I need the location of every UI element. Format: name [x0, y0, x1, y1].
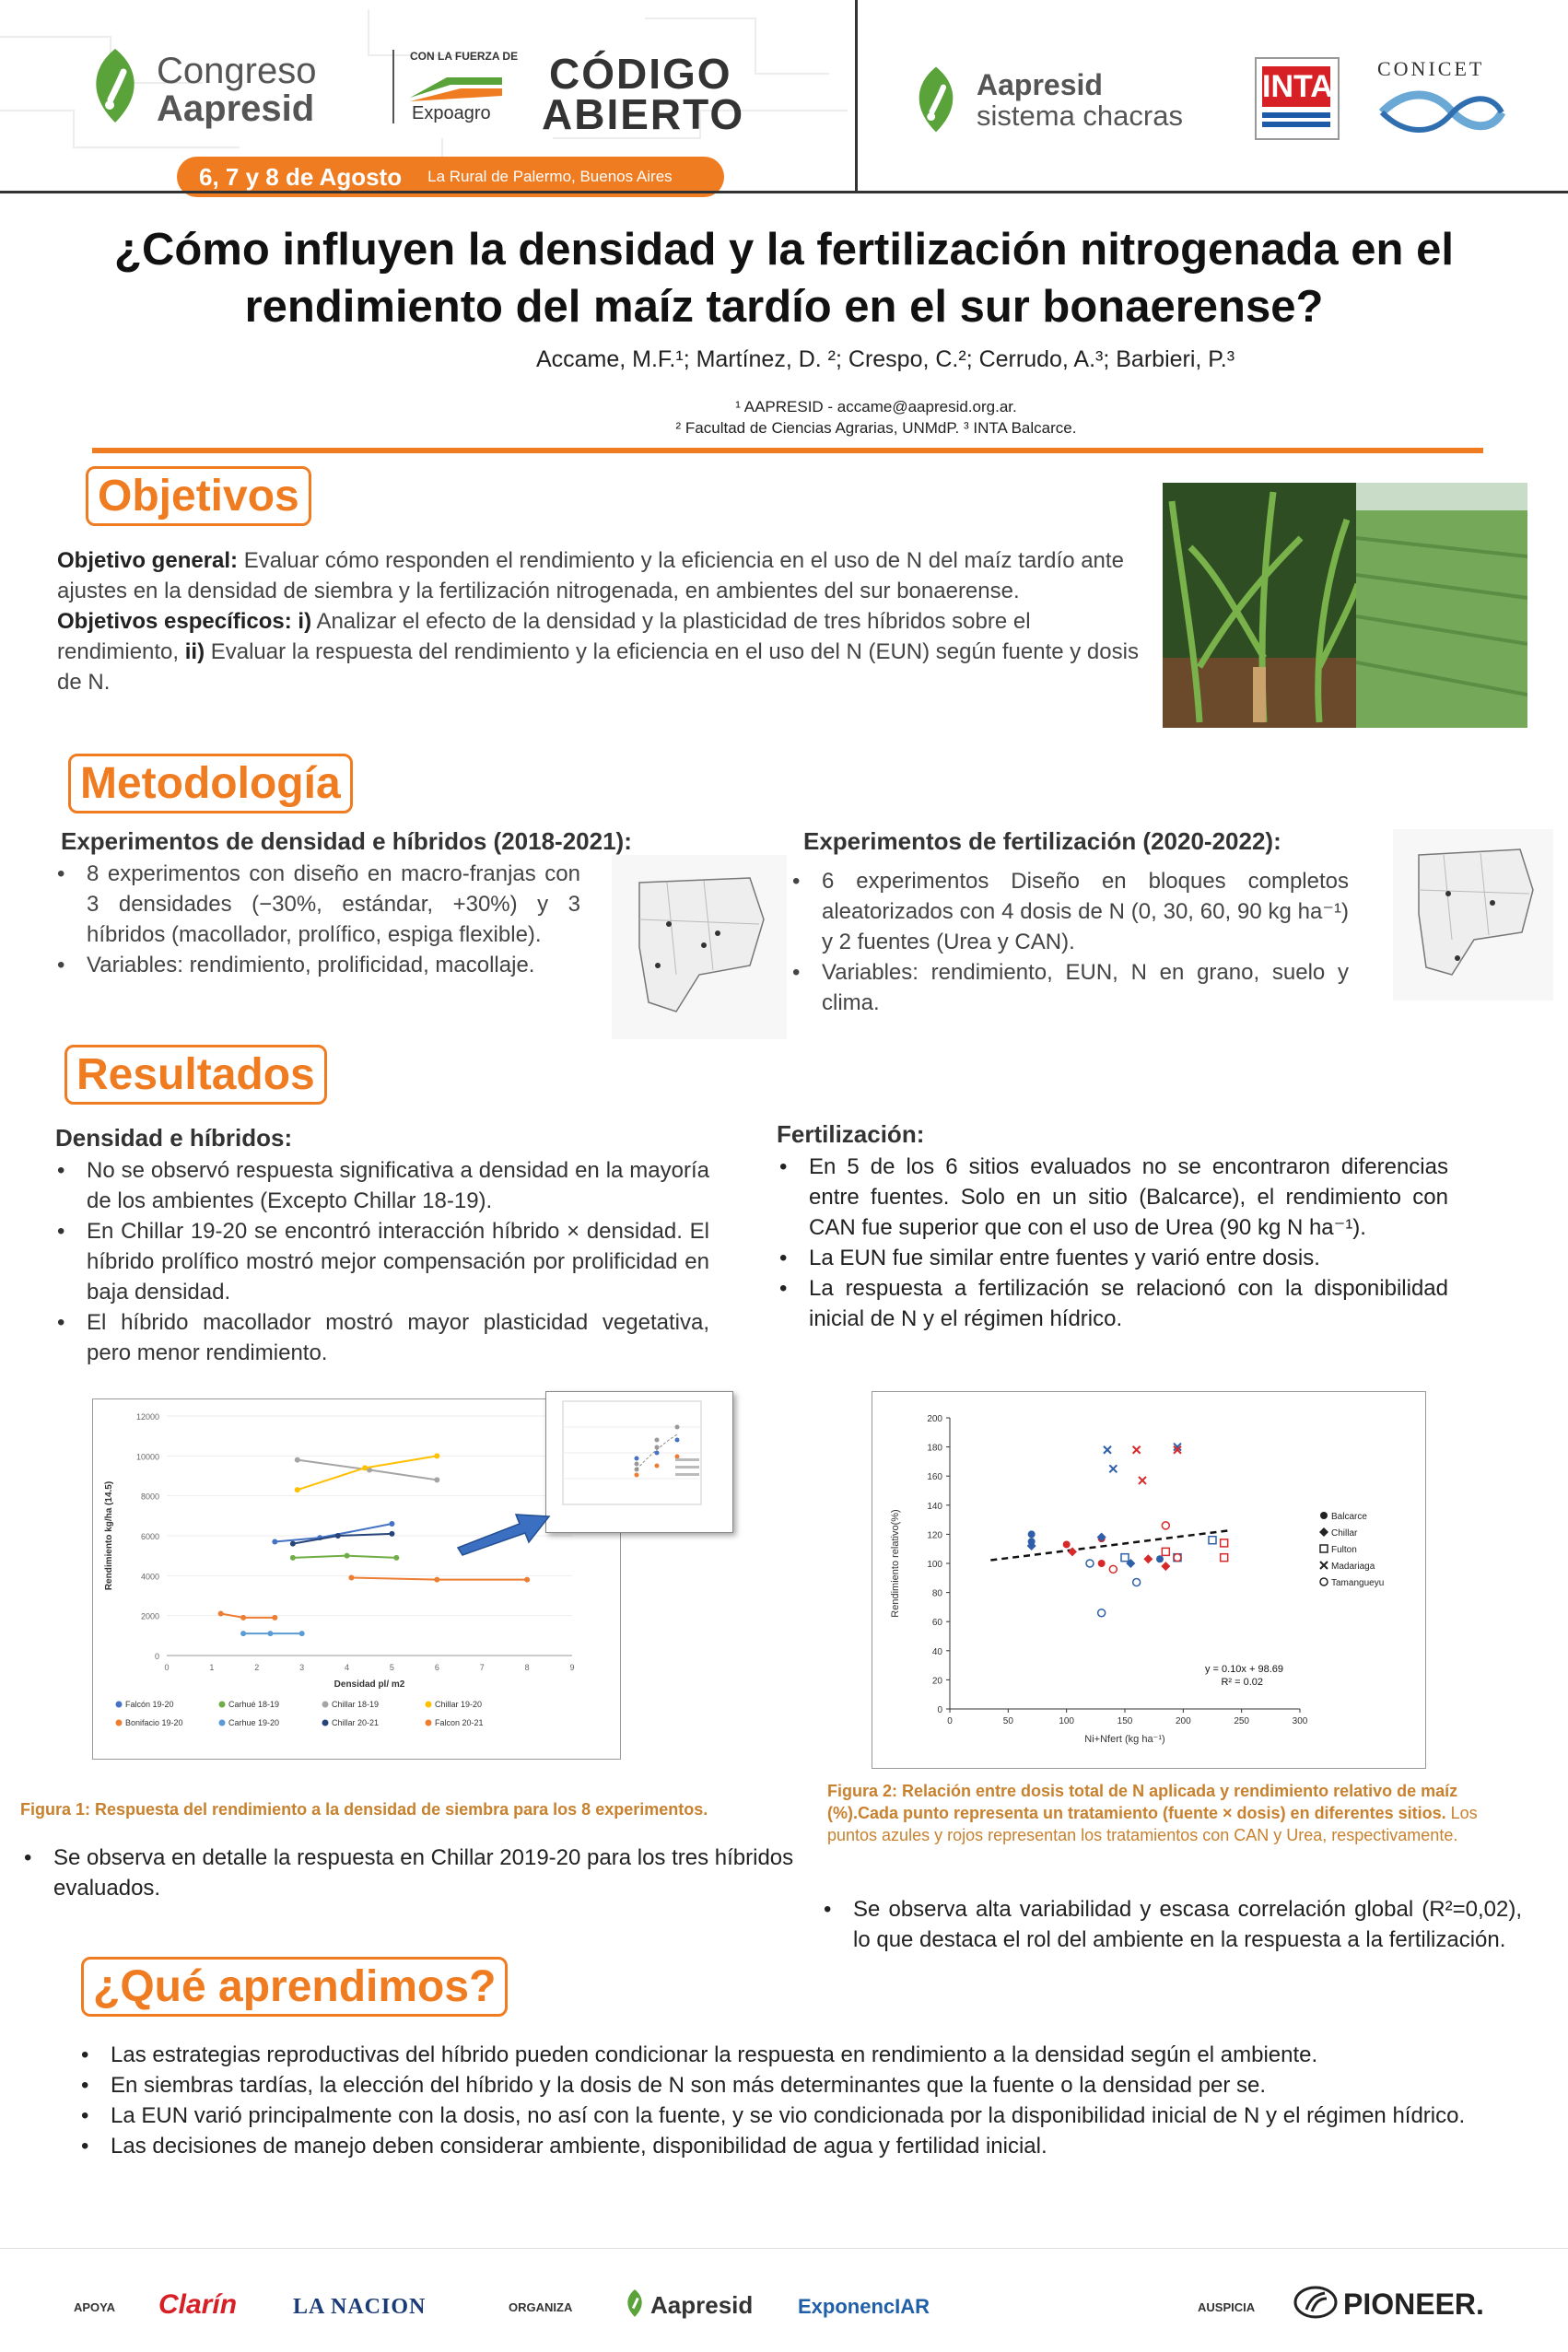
objetivo-ii-label: ii)	[179, 639, 205, 664]
scatter-point	[1174, 1554, 1181, 1562]
conicet-wave-icon	[1377, 85, 1506, 136]
scatter-point	[1320, 1512, 1328, 1519]
objetivo-i-label: i)	[291, 609, 312, 634]
aprendimos-item: • Las decisiones de manejo deben considerar ambiente, disponibilidad de agua y fertilidad inicial.	[77, 2131, 1496, 2161]
aapresid-chacras-leaf-icon	[907, 63, 965, 136]
scatter-point	[1109, 1465, 1117, 1472]
header-divider	[855, 0, 858, 193]
data-point	[362, 1465, 368, 1470]
legend-label: Bonifacio 19-20	[125, 1718, 183, 1727]
y-tick-label: 4000	[140, 1572, 159, 1582]
scatter-point	[1133, 1446, 1141, 1454]
fert-experiments-item: • Variables: rendimiento, EUN, N en grano, suelo y clima.	[789, 957, 1349, 1018]
title-line2: rendimiento del maíz tardío en el sur bonaerense?	[244, 282, 1324, 332]
scatter-point	[1162, 1522, 1169, 1529]
map-fert-sites	[1393, 829, 1553, 1000]
congress-line1: Congreso	[157, 51, 317, 91]
x-tick-label: 1	[209, 1663, 215, 1672]
objetivos-heading: Objetivos	[86, 466, 311, 526]
y-tick-label: 200	[927, 1414, 942, 1424]
y-tick-label: 10000	[135, 1452, 159, 1462]
scatter-point	[1063, 1540, 1071, 1548]
results-density-item: • El híbrido macollador mostró mayor plasticidad vegetativa, pero menor rendimiento.	[53, 1307, 709, 1368]
fert-experiments-title: Experimentos de fertilización (2020-2022):	[803, 827, 1281, 855]
aapresid-chacras-line2: sistema chacras	[977, 99, 1183, 132]
footer-aapresid-logo: Aapresid	[650, 2291, 754, 2319]
x-tick-label: 100	[1059, 1716, 1075, 1726]
data-point	[272, 1615, 277, 1621]
figure-1-chart	[93, 1399, 620, 1759]
y-tick-label: 12000	[135, 1412, 159, 1422]
scatter-point	[1104, 1446, 1111, 1454]
data-point	[434, 1453, 439, 1458]
data-point	[272, 1539, 277, 1545]
metodologia-heading: Metodología	[68, 754, 353, 813]
map-density-sites	[612, 855, 787, 1039]
pioneer-emblem-icon	[1293, 2286, 1338, 2319]
scatter-point	[1221, 1539, 1228, 1547]
scatter-point	[1139, 1477, 1146, 1484]
figure-1-note	[20, 1843, 800, 1903]
title-rule	[92, 448, 1483, 453]
data-point	[345, 1553, 350, 1559]
y-tick-label: 20	[931, 1676, 942, 1687]
footer	[0, 2248, 1568, 2352]
event-date: 6, 7 y 8 de Agosto	[199, 162, 403, 191]
scatter-point	[1068, 1547, 1077, 1556]
figure-1-note-item: • Se observa en detalle la respuesta en Chillar 2019-20 para los tres híbridos evaluados.	[20, 1843, 800, 1903]
pioneer-logo: PIONEER.	[1343, 2288, 1484, 2321]
scatter-point	[1320, 1562, 1328, 1569]
data-point	[335, 1533, 341, 1539]
y-tick-label: 180	[927, 1443, 942, 1454]
results-density-item: • En Chillar 19-20 se encontró interacción híbrido × densidad. El híbrido prolífico mostró mejor compensación por prolificidad en baja densidad.	[53, 1216, 709, 1307]
results-density-list	[53, 1155, 709, 1368]
y-tick-label: 160	[927, 1472, 942, 1483]
legend-marker	[116, 1720, 123, 1726]
objetivo-i-text: Analizar el efecto de la densidad y la plasticidad de tres híbridos sobre el rendimiento,	[57, 609, 1031, 664]
auspicia-label: AUSPICIA	[1198, 2300, 1256, 2314]
legend-label: Fulton	[1331, 1545, 1357, 1555]
figure-2-caption-normal: Los puntos azules y rojos representan los tratamientos con CAN y Urea, respectivamente.	[827, 1804, 1478, 1844]
results-fert-list	[776, 1152, 1448, 1334]
aprendimos-heading: ¿Qué aprendimos?	[81, 1957, 508, 2017]
data-point	[524, 1577, 530, 1583]
data-point	[434, 1477, 439, 1482]
scatter-point	[1109, 1565, 1117, 1573]
data-point	[240, 1615, 246, 1621]
event-venue: La Rural de Palermo, Buenos Aires	[427, 168, 673, 185]
y-tick-label: 140	[927, 1501, 942, 1512]
figure-2-note	[820, 1894, 1522, 1955]
x-tick-label: 5	[389, 1663, 394, 1672]
data-point	[295, 1487, 300, 1492]
aapresid-chacras-line1: Aapresid	[977, 68, 1103, 101]
scatter-point	[1319, 1527, 1328, 1537]
affiliation-2: ² Facultad de Ciencias Agrarias, UNMdP. ³ INTA Balcarce.	[675, 419, 1077, 437]
legend-marker	[116, 1702, 123, 1708]
legend-marker	[219, 1702, 226, 1708]
figure-2	[872, 1391, 1426, 1769]
data-point	[290, 1541, 296, 1547]
figure-1-inset	[545, 1391, 733, 1533]
field-photo	[1356, 483, 1527, 728]
legend-label: Falcón 19-20	[125, 1700, 174, 1709]
clarin-logo: Clarín	[158, 2289, 238, 2320]
data-point	[299, 1631, 305, 1636]
x-tick-label: 250	[1234, 1716, 1250, 1726]
x-tick-label: 3	[299, 1663, 305, 1672]
apoya-label: APOYA	[74, 2300, 116, 2314]
legend-label: Chillar 19-20	[435, 1700, 483, 1709]
x-tick-label: 0	[947, 1716, 953, 1726]
scatter-point	[1121, 1554, 1129, 1562]
figure-2-caption	[827, 1780, 1524, 1846]
data-point	[290, 1555, 296, 1561]
x-tick-label: 4	[345, 1663, 350, 1672]
legend-label: Tamangueyu	[1331, 1578, 1385, 1588]
y-tick-label: 8000	[140, 1492, 159, 1502]
scatter-point	[1133, 1579, 1141, 1586]
trend-r2: R² = 0.02	[1221, 1677, 1263, 1688]
x-tick-label: 9	[569, 1663, 575, 1672]
scatter-point	[1098, 1609, 1106, 1617]
x-tick-label: 0	[164, 1663, 170, 1672]
scatter-point	[1162, 1548, 1169, 1555]
lanacion-logo: LA NACION	[293, 2295, 427, 2319]
legend-label: Carhue 19-20	[228, 1718, 280, 1727]
footer-aapresid-leaf-icon	[623, 2288, 647, 2319]
scatter-point	[1161, 1562, 1170, 1571]
affiliations	[0, 396, 1568, 439]
con-fuerza-label: CON LA FUERZA DE	[410, 50, 519, 63]
exponencial-logo: ExponencIAR	[798, 2295, 930, 2318]
x-tick-label: 300	[1292, 1716, 1308, 1726]
figure-1-caption: Figura 1: Respuesta del rendimiento a la densidad de siembra para los 8 experimentos.	[20, 1800, 708, 1819]
data-point	[267, 1631, 273, 1636]
results-fert-item: • La EUN fue similar entre fuentes y varió entre dosis.	[776, 1243, 1448, 1273]
data-point	[348, 1575, 354, 1581]
expoagro-mark-icon	[410, 70, 502, 103]
congress-line2: Aapresid	[157, 88, 315, 129]
figure-2-note-item: • Se observa alta variabilidad y escasa correlación global (R²=0,02), lo que destaca el rol del ambiente en la respuesta a la fertilización.	[820, 1894, 1522, 1955]
x-axis-label: Ni+Nfert (kg ha⁻¹)	[1084, 1734, 1165, 1745]
data-point	[240, 1631, 246, 1636]
fert-experiments-list	[789, 866, 1349, 1018]
aprendimos-item: • En siembras tardías, la elección del híbrido y la dosis de N son más determinantes que la fuente o la densidad per se.	[77, 2070, 1496, 2100]
codigo-line1: CÓDIGO	[549, 50, 732, 98]
objetivo-ii-text: Evaluar la respuesta del rendimiento y la eficiencia en el uso del N (EUN) según fuente y dosis de N.	[57, 639, 1139, 695]
objetivos-text	[57, 545, 1144, 697]
x-tick-label: 150	[1117, 1716, 1133, 1726]
logo-divider	[392, 50, 394, 123]
inta-label: INTA	[1262, 66, 1330, 107]
trend-line	[990, 1530, 1230, 1560]
y-axis-label: Rendimiento relativo(%)	[890, 1509, 901, 1618]
poster-title	[0, 221, 1568, 335]
legend-marker	[426, 1702, 432, 1708]
legend-label: Madariaga	[1331, 1562, 1375, 1572]
legend-label: Balcarce	[1331, 1512, 1367, 1522]
y-tick-label: 6000	[140, 1532, 159, 1541]
scatter-point	[1320, 1578, 1328, 1586]
series-line	[275, 1524, 392, 1542]
figure-2-chart	[872, 1392, 1425, 1768]
scatter-point	[1086, 1560, 1094, 1567]
aapresid-leaf-icon	[83, 44, 147, 127]
y-tick-label: 2000	[140, 1611, 159, 1621]
dens-experiments-item: • Variables: rendimiento, prolificidad, macollaje.	[53, 950, 580, 980]
scatter-point	[1028, 1530, 1036, 1538]
y-tick-label: 100	[927, 1560, 942, 1570]
legend-marker	[219, 1720, 226, 1726]
y-tick-label: 120	[927, 1530, 942, 1541]
results-fert-title: Fertilización:	[777, 1120, 925, 1148]
legend-marker	[322, 1702, 329, 1708]
poster-header	[0, 0, 1568, 198]
x-axis-label: Densidad pl/ m2	[333, 1679, 405, 1690]
x-tick-label: 50	[1002, 1716, 1013, 1726]
aprendimos-list	[77, 2040, 1496, 2161]
objetivo-general-label: Objetivo general:	[57, 548, 239, 573]
x-tick-label: 8	[524, 1663, 530, 1672]
scatter-point	[1098, 1560, 1106, 1567]
header-bottom-line	[0, 191, 1568, 193]
legend-label: Chillar 20-21	[332, 1718, 380, 1727]
scatter-point	[1320, 1545, 1328, 1552]
legend-label: Chillar	[1331, 1528, 1358, 1539]
data-point	[389, 1531, 394, 1537]
figure-1-inset-chart	[546, 1392, 732, 1532]
results-density-title: Densidad e híbridos:	[55, 1124, 293, 1152]
dens-experiments-title: Experimentos de densidad e híbridos (2018-2021):	[61, 827, 632, 855]
x-tick-label: 200	[1175, 1716, 1191, 1726]
authors: Accame, M.F.¹; Martínez, D. ²; Crespo, C.²; Cerrudo, A.³; Barbieri, P.³	[535, 346, 1235, 372]
trend-equation: y = 0.10x + 98.69	[1204, 1664, 1283, 1675]
x-tick-label: 7	[479, 1663, 485, 1672]
aprendimos-item: • Las estrategias reproductivas del híbrido pueden condicionar la respuesta en rendimiento a la densidad según el ambiente.	[77, 2040, 1496, 2070]
y-tick-label: 0	[937, 1705, 942, 1715]
results-fert-item: • La respuesta a fertilización se relacionó con la disponibilidad inicial de N y el régimen hídrico.	[776, 1273, 1448, 1334]
y-tick-label: 0	[154, 1652, 159, 1661]
title-line1: ¿Cómo influyen la densidad y la fertilización nitrogenada en el	[114, 225, 1454, 275]
data-point	[393, 1555, 399, 1561]
expoagro-label: Expoagro	[412, 103, 491, 123]
dens-experiments-list	[53, 859, 580, 980]
figure-1	[92, 1398, 621, 1760]
affiliation-1: ¹ AAPRESID - accame@aapresid.org.ar.	[735, 398, 1017, 415]
results-density-item: • No se observó respuesta significativa a densidad en la mayoría de los ambientes (Excepto Chillar 18-19).	[53, 1155, 709, 1216]
x-tick-label: 2	[254, 1663, 260, 1672]
resultados-heading: Resultados	[64, 1045, 327, 1105]
y-tick-label: 80	[931, 1588, 942, 1599]
objetivo-general-text: Evaluar cómo responden el rendimiento y la eficiencia en el uso de N del maíz tardío ante ajustes en la densidad de siembra y la fertilización nitrogenada, en ambientes del sur bonaerense.	[57, 548, 1124, 603]
scatter-point	[1126, 1559, 1135, 1568]
inset-pointer-arrow-icon	[453, 1504, 555, 1559]
scatter-point	[1221, 1554, 1228, 1562]
data-point	[389, 1521, 394, 1527]
data-point	[295, 1457, 300, 1463]
dens-experiments-item: • 8 experimentos con diseño en macro-franjas con 3 densidades (−30%, estándar, +30%) y 3 híbridos (macollador, prolífico, espiga flexible).	[53, 859, 580, 950]
data-point	[434, 1577, 439, 1583]
legend-marker	[426, 1720, 432, 1726]
legend-label: Carhué 18-19	[228, 1700, 280, 1709]
y-axis-label: Rendimiento kg/ha (14.5)	[104, 1480, 114, 1591]
figure-2-caption-bold: Figura 2: Relación entre dosis total de N aplicada y rendimiento relativo de maíz (%).Cada punto representa un tratamiento (fuente × dosis) en diferentes sitios.	[827, 1782, 1458, 1822]
legend-label: Chillar 18-19	[332, 1700, 380, 1709]
y-tick-label: 40	[931, 1646, 942, 1657]
conicet-label: CONICET	[1377, 57, 1485, 80]
codigo-line2: ABIERTO	[542, 90, 745, 138]
series-line	[298, 1456, 438, 1490]
x-tick-label: 6	[434, 1663, 439, 1672]
inta-logo	[1255, 57, 1340, 140]
organiza-label: ORGANIZA	[509, 2300, 573, 2314]
scatter-point	[1156, 1555, 1164, 1562]
corn-plants-photo	[1163, 483, 1358, 728]
results-fert-item: • En 5 de los 6 sitios evaluados no se encontraron diferencias entre fuentes. Solo en un sitio (Balcarce), el rendimiento con CAN fue superior que con el uso de Urea (90 kg N ha⁻¹).	[776, 1152, 1448, 1243]
fert-experiments-item: • 6 experimentos Diseño en bloques completos aleatorizados con 4 dosis de N (0, 30, 60, 90 kg ha⁻¹) y 2 fuentes (Urea y CAN).	[789, 866, 1349, 957]
y-tick-label: 60	[931, 1618, 942, 1629]
data-point	[218, 1611, 224, 1617]
aprendimos-item: • La EUN varió principalmente con la dosis, no así con la fuente, y se vio condicionada por la disponibilidad inicial de N y el régimen hídrico.	[77, 2100, 1496, 2131]
scatter-point	[1209, 1537, 1216, 1544]
legend-marker	[322, 1720, 329, 1726]
legend-label: Falcon 20-21	[435, 1718, 484, 1727]
objetivos-especificos-label: Objetivos específicos:	[57, 609, 292, 634]
scatter-point	[1143, 1554, 1153, 1563]
